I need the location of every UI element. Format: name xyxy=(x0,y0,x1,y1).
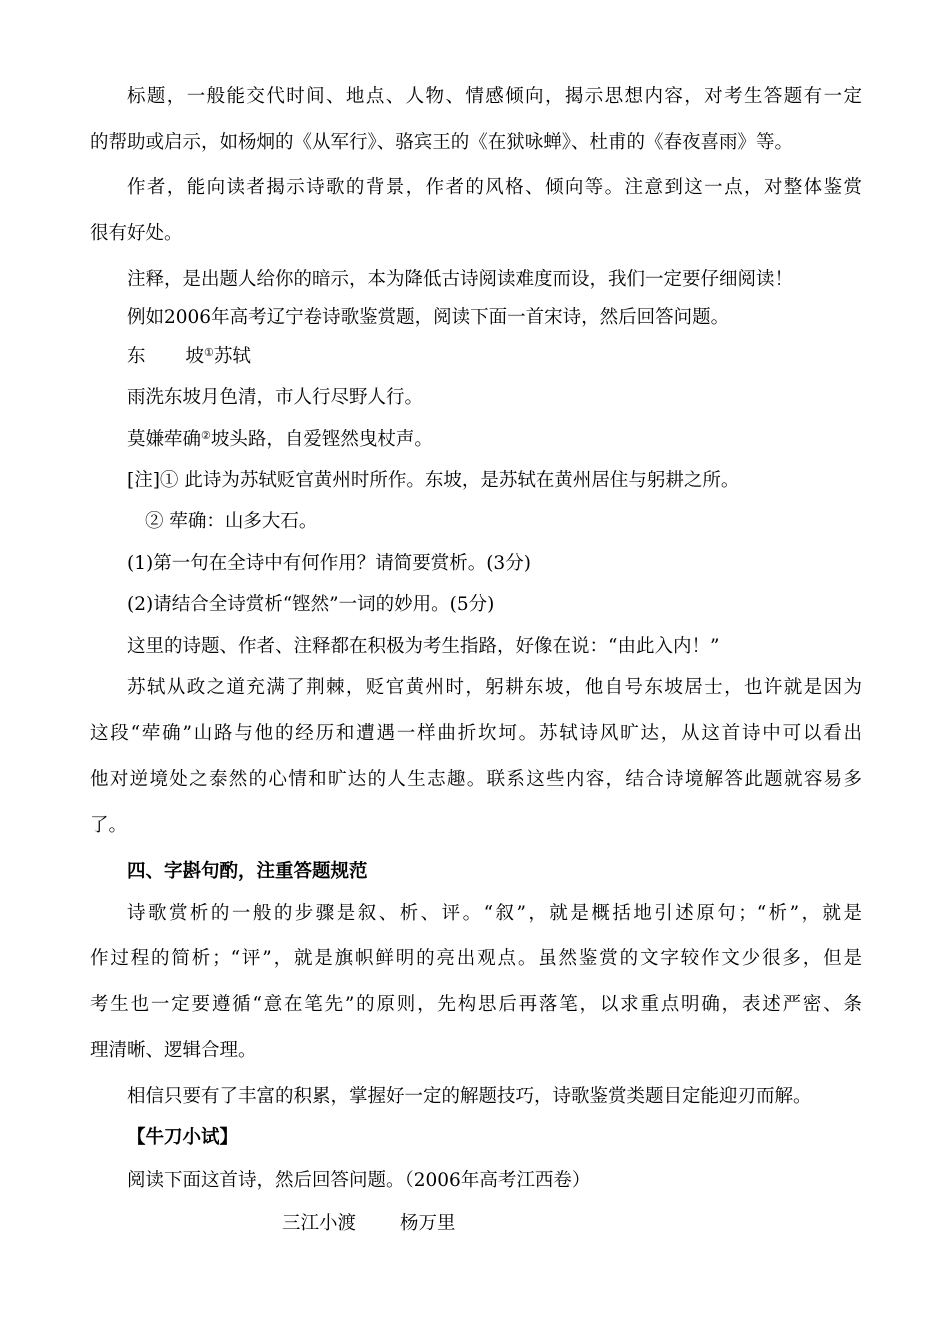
poem-line: 雨洗东坡月色清，市人行尽野人行。 xyxy=(127,387,424,408)
paragraph-line: 考生也一定要遵循“意在笔先”的原则，先构思后再落笔，以求重点明确，表述严密、条 xyxy=(90,994,862,1015)
paragraph-line: 标题，一般能交代时间、地点、人物、情感倾向，揭示思想内容，对考生答题有一定 xyxy=(127,86,862,107)
paragraph-line: 他对逆境处之泰然的心情和旷达的人生志趣。联系这些内容，结合诗境解答此题就容易多 xyxy=(90,769,862,790)
footnote-line: [注]① 此诗为苏轼贬官黄州时所作。东坡，是苏轼在黄州居住与躬耕之所。 xyxy=(127,470,740,491)
poem-title-part: 东 xyxy=(127,346,146,367)
poem-title: 三江小渡 xyxy=(282,1213,357,1234)
poem-title-part: 坡 xyxy=(185,346,205,367)
paragraph-line: 这里的诗题、作者、注释都在积极为考生指路，好像在说：“由此入内！” xyxy=(127,636,720,657)
footnote-line: ② 荦确：山多大石。 xyxy=(145,511,318,532)
paragraph-line: 这段“荦确”山路与他的经历和遭遇一样曲折坎坷。苏轼诗风旷达，从这首诗中可以看出 xyxy=(90,723,862,744)
poem-author: 苏轼 xyxy=(213,346,251,367)
paragraph-line: 相信只要有了丰富的积累，掌握好一定的解题技巧，诗歌鉴赏类题目定能迎刃而解。 xyxy=(127,1086,812,1107)
poem-line: 莫嫌荦确②坡头路，自爱铿然曳杖声。 xyxy=(127,429,433,450)
poem-author: 杨万里 xyxy=(400,1213,456,1234)
question-line: (2)请结合全诗赏析“铿然”一词的妙用。(5分) xyxy=(127,594,495,615)
poem-title-line xyxy=(282,1209,782,1239)
paragraph-line: 很有好处。 xyxy=(90,223,183,244)
question-line: (1)第一句在全诗中有何作用？请简要赏析。(3分) xyxy=(127,553,531,574)
paragraph-line: 作过程的简析；“评”，就是旗帜鲜明的亮出观点。虽然鉴赏的文字较作文少很多，但是 xyxy=(90,948,862,969)
section-heading: 四、字斟句酌，注重答题规范 xyxy=(127,861,368,882)
paragraph-line: 了。 xyxy=(90,815,128,836)
paragraph-line: 苏轼从政之道充满了荆棘，贬官黄州时，躬耕东坡，他自号东坡居士，也许就是因为 xyxy=(127,677,862,698)
exercise-heading: 【牛刀小试】 xyxy=(127,1127,239,1148)
paragraph-line: 阅读下面这首诗，然后回答问题。（2006年高考江西卷） xyxy=(127,1170,591,1191)
footnote-marker: ② xyxy=(201,429,211,442)
paragraph-line: 注释，是出题人给你的暗示，本为降低古诗阅读难度而设，我们一定要仔细阅读！ xyxy=(127,269,794,290)
paragraph-line: 的帮助或启示，如杨炯的《从军行》、骆宾王的《在狱咏蝉》、杜甫的《春夜喜雨》等。 xyxy=(90,132,794,153)
paragraph-line: 理清晰、逻辑合理。 xyxy=(90,1040,257,1061)
paragraph-line: 例如2006年高考辽宁卷诗歌鉴赏题，阅读下面一首宋诗，然后回答问题。 xyxy=(127,307,730,328)
paragraph-line: 诗歌赏析的一般的步骤是叙、析、评。“叙”，就是概括地引述原句；“析”，就是 xyxy=(127,903,862,924)
poem-title-line xyxy=(127,342,862,372)
paragraph-line: 作者，能向读者揭示诗歌的背景，作者的风格、倾向等。注意到这一点，对整体鉴赏 xyxy=(127,177,862,198)
footnote-marker: ① xyxy=(204,346,214,359)
